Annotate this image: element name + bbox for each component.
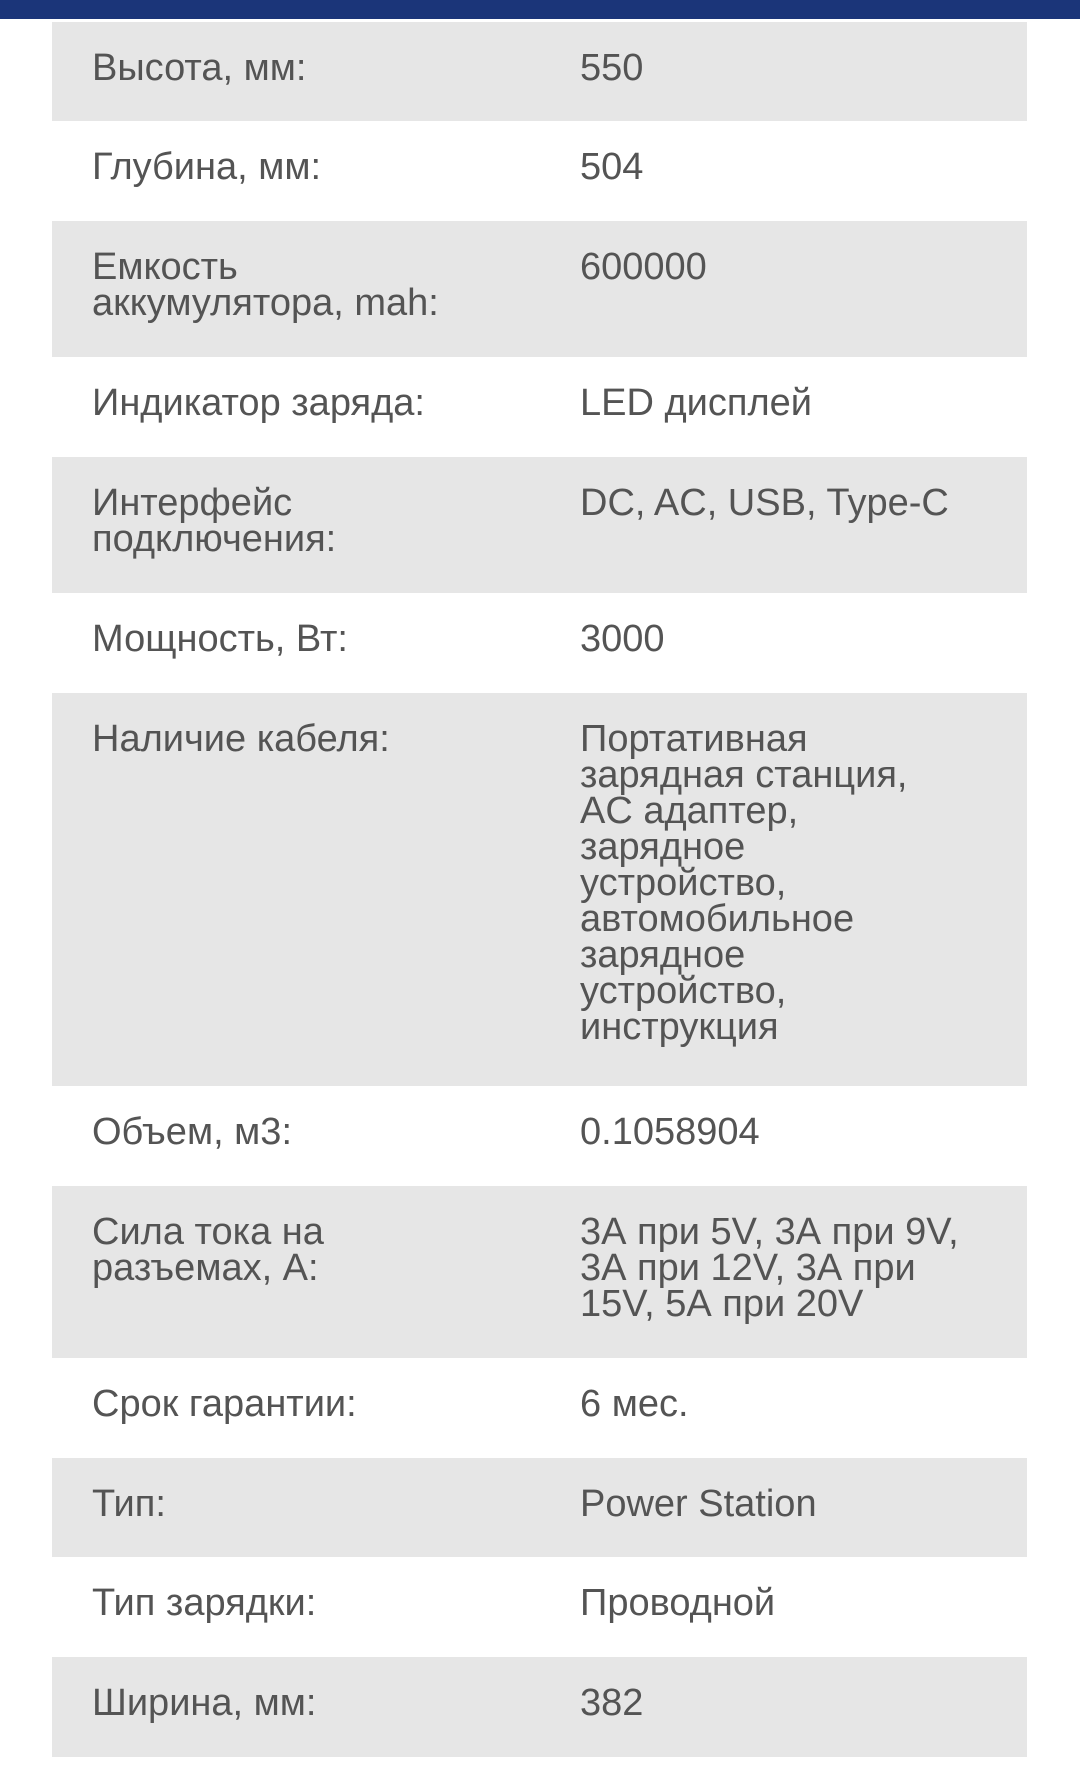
spec-value: 6 мес. [580,1383,689,1425]
spec-row-type [52,1458,1027,1557]
spec-row-cable-included [52,693,1027,1086]
spec-value: 504 [580,146,644,188]
spec-value: 0.1058904 [580,1111,760,1153]
spec-row-charge-indicator [52,357,1027,457]
spec-label: Мощность, Вт: [92,618,348,660]
spec-row-battery-capacity [52,221,1027,357]
spec-value: Power Station [580,1483,817,1525]
spec-row-height [52,22,1027,121]
spec-label: Высота, мм: [92,47,307,89]
spec-label: Ширина, мм: [92,1682,317,1724]
spec-value: Проводной [580,1582,776,1624]
spec-label: Наличие кабеля: [92,718,390,760]
spec-label: Индикатор заряда: [92,382,425,424]
spec-label: Емкость аккумулятора, mah: [92,246,439,324]
spec-row-interface [52,457,1027,593]
spec-row-power [52,593,1027,693]
spec-row-depth [52,121,1027,221]
spec-value: 600000 [580,246,707,288]
spec-value: 550 [580,47,644,89]
spec-label: Глубина, мм: [92,146,322,188]
spec-row-current [52,1186,1027,1358]
spec-row-charging-type [52,1557,1027,1657]
top-bar [0,0,1080,19]
spec-value: 3А при 5V, 3А при 9V, 3А при 12V, 3А при 15V, 5А при 20V [580,1211,959,1325]
spec-value: DC, AC, USB, Type-C [580,482,949,524]
spec-label: Объем, м3: [92,1111,293,1153]
spec-value: LED дисплей [580,382,812,424]
spec-row-volume [52,1086,1027,1186]
spec-label: Сила тока на разъемах, А: [92,1211,324,1289]
spec-label: Срок гарантии: [92,1383,357,1425]
spec-row-warranty [52,1358,1027,1458]
spec-value: 3000 [580,618,665,660]
specs-table [52,22,1027,1757]
spec-label: Тип: [92,1483,166,1525]
spec-row-width [52,1657,1027,1757]
spec-label: Тип зарядки: [92,1582,317,1624]
spec-label: Интерфейс подключения: [92,482,337,560]
spec-value: Портативная зарядная станция, AC адаптер, зарядное устройство, автомобильное зарядное устройство, инструкция [580,718,908,1048]
spec-value: 382 [580,1682,644,1724]
